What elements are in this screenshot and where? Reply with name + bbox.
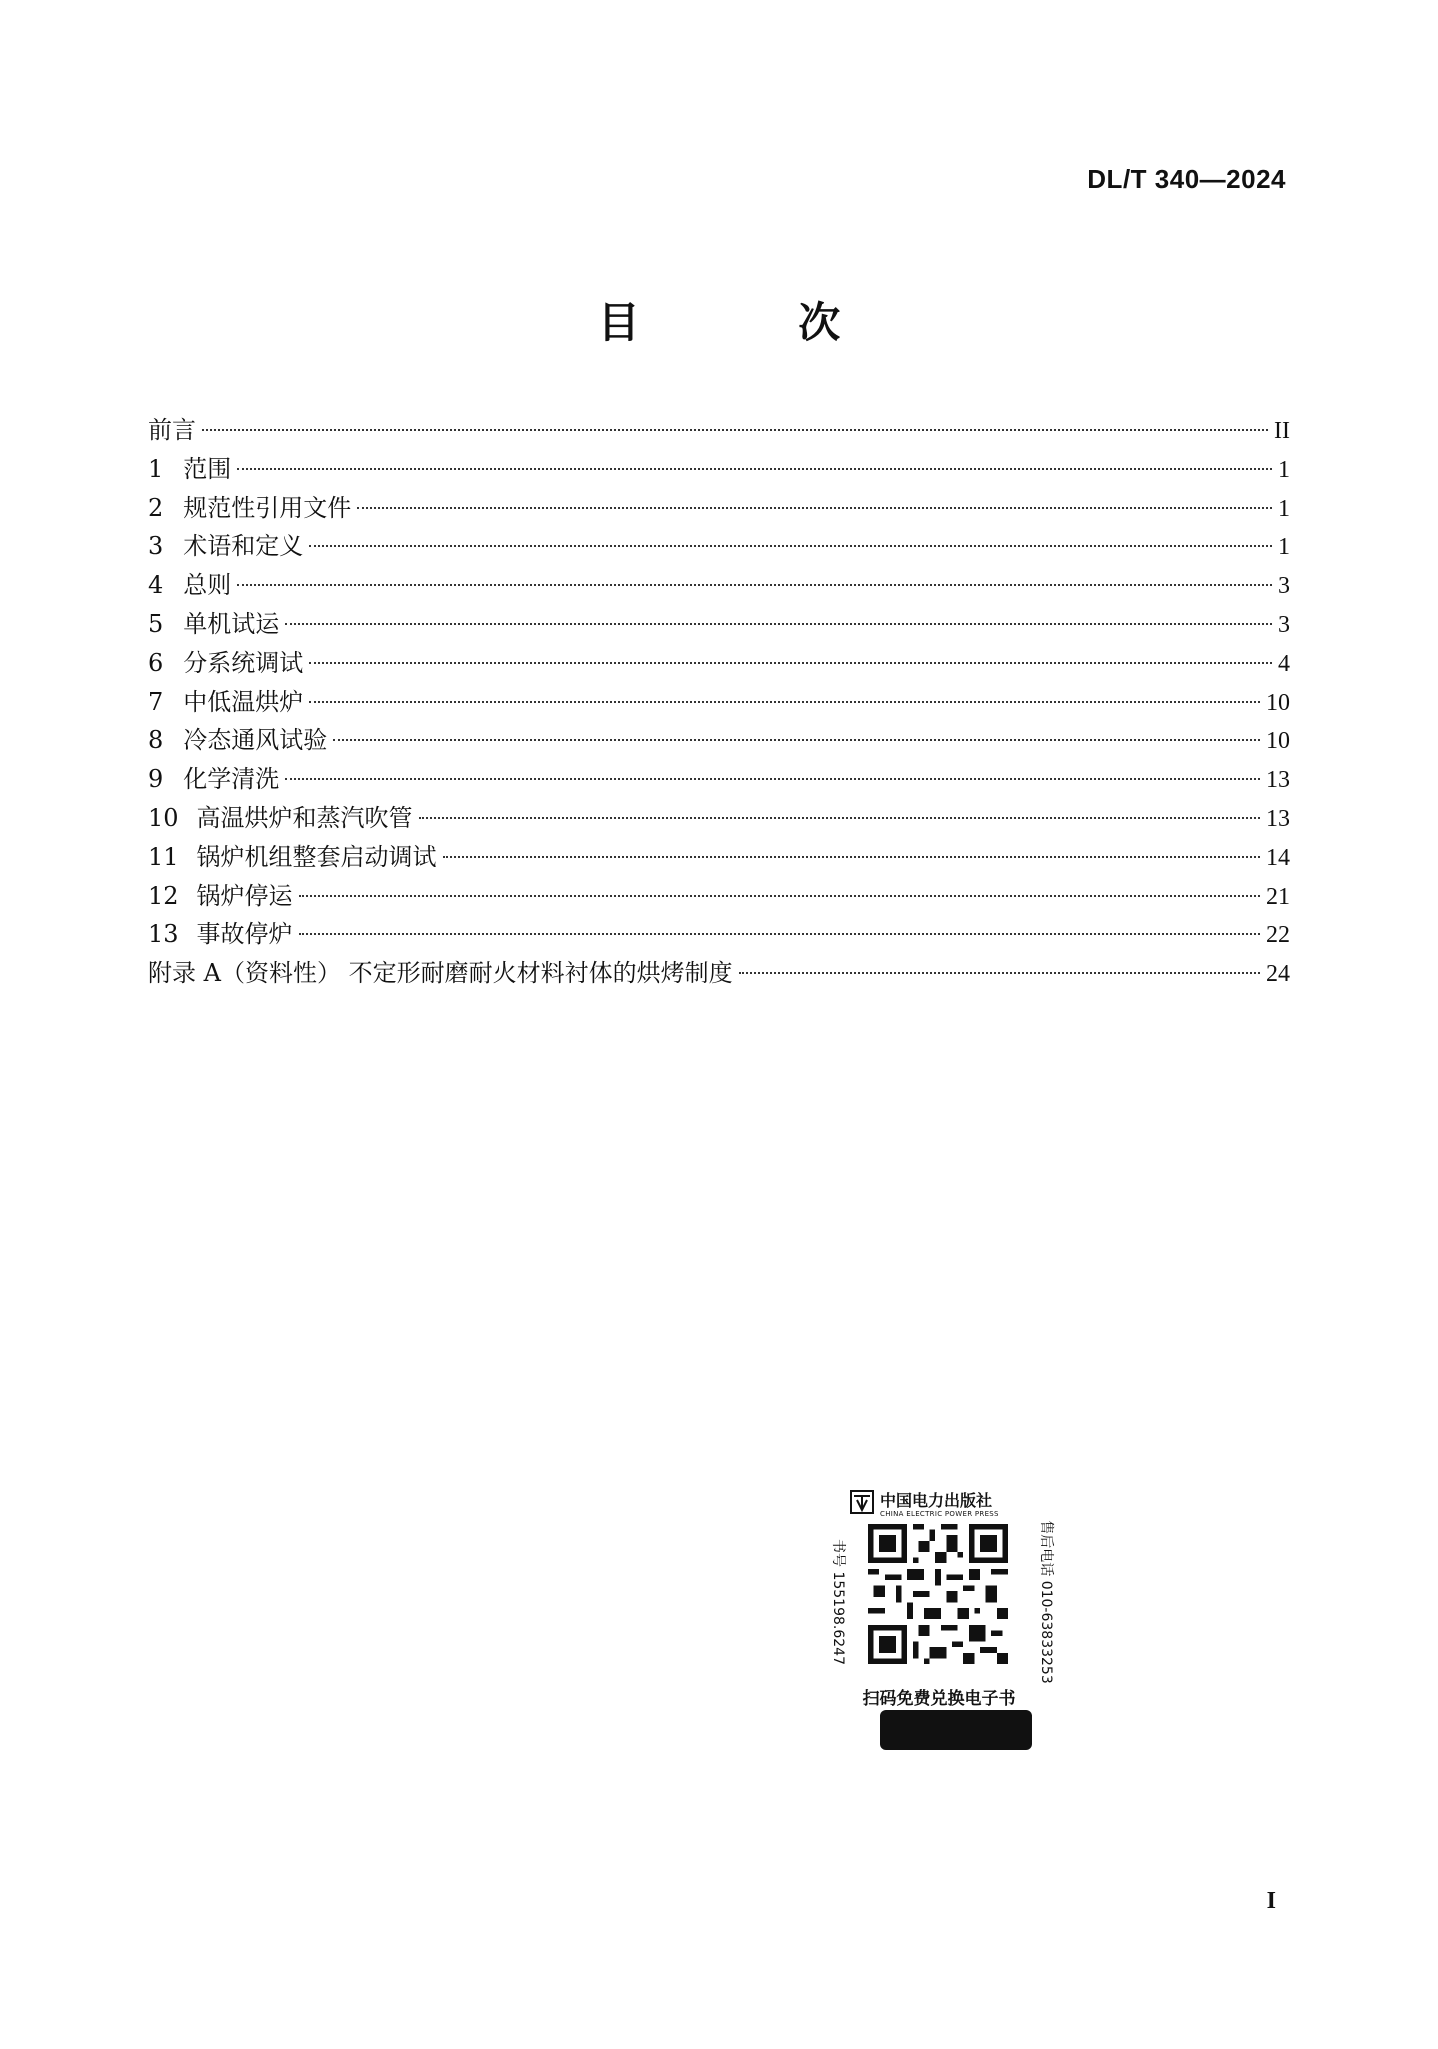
toc-leader-dots bbox=[237, 584, 1272, 586]
toc-entry-title: 冷态通风试验 bbox=[183, 726, 328, 755]
toc-entry-page: 10 bbox=[1266, 728, 1290, 755]
toc-entry-page: 3 bbox=[1278, 573, 1290, 600]
toc-entry[interactable] bbox=[148, 721, 1290, 760]
redacted-code-block bbox=[880, 1710, 1032, 1750]
toc-leader-dots bbox=[285, 778, 1260, 780]
page-title: 目 次 bbox=[597, 298, 913, 347]
toc-entry-number: 5 bbox=[148, 609, 164, 638]
toc-entry[interactable] bbox=[148, 411, 1290, 450]
toc-entry-title: 总则 bbox=[183, 571, 232, 600]
toc-entry-page: 24 bbox=[1266, 961, 1290, 988]
toc-entry[interactable] bbox=[148, 489, 1290, 528]
toc-entry-title: 术语和定义 bbox=[183, 532, 304, 561]
toc-entry-number: 3 bbox=[148, 532, 164, 561]
toc-entry-title: 锅炉停运 bbox=[196, 881, 293, 910]
toc-entry[interactable] bbox=[148, 915, 1290, 954]
toc-leader-dots bbox=[285, 623, 1272, 625]
publisher-english-name: CHINA ELECTRIC POWER PRESS bbox=[880, 1510, 999, 1518]
scan-instruction: 扫码免费兑换电子书 bbox=[862, 1689, 1016, 1709]
toc-leader-dots bbox=[202, 429, 1268, 431]
page-number: I bbox=[1266, 1888, 1276, 1914]
toc-entry-page: 1 bbox=[1278, 495, 1290, 522]
toc-entry-title: 范围 bbox=[183, 454, 232, 483]
toc-entry[interactable] bbox=[148, 760, 1290, 799]
toc-entry-title: 单机试运 bbox=[183, 609, 280, 638]
toc-entry-title: 高温烘炉和蒸汽吹管 bbox=[196, 803, 413, 832]
table-of-contents bbox=[148, 411, 1290, 993]
qr-code[interactable] bbox=[868, 1524, 1008, 1664]
toc-entry-title: 附录 A（资料性） 不定形耐磨耐火材料衬体的烘烤制度 bbox=[148, 959, 733, 988]
publisher-logo-icon bbox=[850, 1490, 874, 1514]
toc-entry-title: 事故停炉 bbox=[196, 920, 293, 949]
toc-leader-dots bbox=[237, 468, 1272, 470]
toc-entry-page: 13 bbox=[1266, 767, 1290, 794]
toc-entry-number: 10 bbox=[148, 803, 179, 832]
toc-entry-page: 1 bbox=[1278, 534, 1290, 561]
toc-entry-title: 前言 bbox=[148, 416, 196, 444]
toc-leader-dots bbox=[333, 739, 1260, 741]
toc-entry-number: 1 bbox=[148, 454, 164, 483]
toc-entry-title: 分系统调试 bbox=[183, 648, 304, 677]
toc-leader-dots bbox=[309, 545, 1272, 547]
toc-leader-dots bbox=[739, 972, 1260, 974]
toc-entry[interactable] bbox=[148, 683, 1290, 722]
toc-entry[interactable] bbox=[148, 450, 1290, 489]
toc-entry[interactable] bbox=[148, 838, 1290, 877]
toc-entry-page: 1 bbox=[1278, 456, 1290, 483]
toc-entry-number: 6 bbox=[148, 648, 164, 677]
service-phone: 售后电话 010-63833253 bbox=[1038, 1520, 1054, 1684]
toc-entry-page: II bbox=[1274, 418, 1290, 444]
toc-entry-number: 12 bbox=[148, 881, 179, 910]
toc-entry-appendix[interactable] bbox=[148, 954, 1290, 993]
toc-entry-number: 2 bbox=[148, 493, 164, 522]
toc-entry-page: 13 bbox=[1266, 805, 1290, 832]
toc-leader-dots bbox=[309, 701, 1260, 703]
qr-sticker bbox=[830, 1480, 1054, 1762]
toc-entry-number: 11 bbox=[148, 842, 179, 871]
toc-entry-title: 中低温烘炉 bbox=[183, 687, 304, 716]
toc-leader-dots bbox=[299, 895, 1260, 897]
publisher-name: 中国电力出版社 bbox=[880, 1491, 993, 1510]
toc-entry[interactable] bbox=[148, 799, 1290, 838]
toc-entry[interactable] bbox=[148, 605, 1290, 644]
toc-entry[interactable] bbox=[148, 877, 1290, 916]
toc-entry-number: 9 bbox=[148, 765, 164, 794]
toc-entry-title: 锅炉机组整套启动调试 bbox=[196, 842, 437, 871]
toc-entry-page: 14 bbox=[1266, 844, 1290, 871]
toc-leader-dots bbox=[299, 933, 1260, 935]
toc-entry-page: 10 bbox=[1266, 689, 1290, 716]
toc-leader-dots bbox=[309, 662, 1272, 664]
standard-code: DL/T 340—2024 bbox=[1087, 164, 1286, 194]
toc-leader-dots bbox=[419, 817, 1260, 819]
toc-entry[interactable] bbox=[148, 527, 1290, 566]
toc-entry-number: 4 bbox=[148, 571, 164, 600]
toc-entry[interactable] bbox=[148, 566, 1290, 605]
toc-entry-page: 21 bbox=[1266, 883, 1290, 910]
toc-entry-title: 化学清洗 bbox=[183, 765, 280, 794]
toc-entry-page: 3 bbox=[1278, 611, 1290, 638]
toc-entry-title: 规范性引用文件 bbox=[183, 493, 352, 522]
toc-entry-page: 22 bbox=[1266, 922, 1290, 949]
book-number: 书号 155198.6247 bbox=[830, 1539, 846, 1665]
toc-entry[interactable] bbox=[148, 644, 1290, 683]
toc-entry-number: 13 bbox=[148, 920, 179, 949]
toc-leader-dots bbox=[443, 856, 1260, 858]
toc-entry-number: 8 bbox=[148, 726, 164, 755]
toc-entry-number: 7 bbox=[148, 687, 164, 716]
toc-leader-dots bbox=[357, 507, 1272, 509]
toc-entry-page: 4 bbox=[1278, 650, 1290, 677]
